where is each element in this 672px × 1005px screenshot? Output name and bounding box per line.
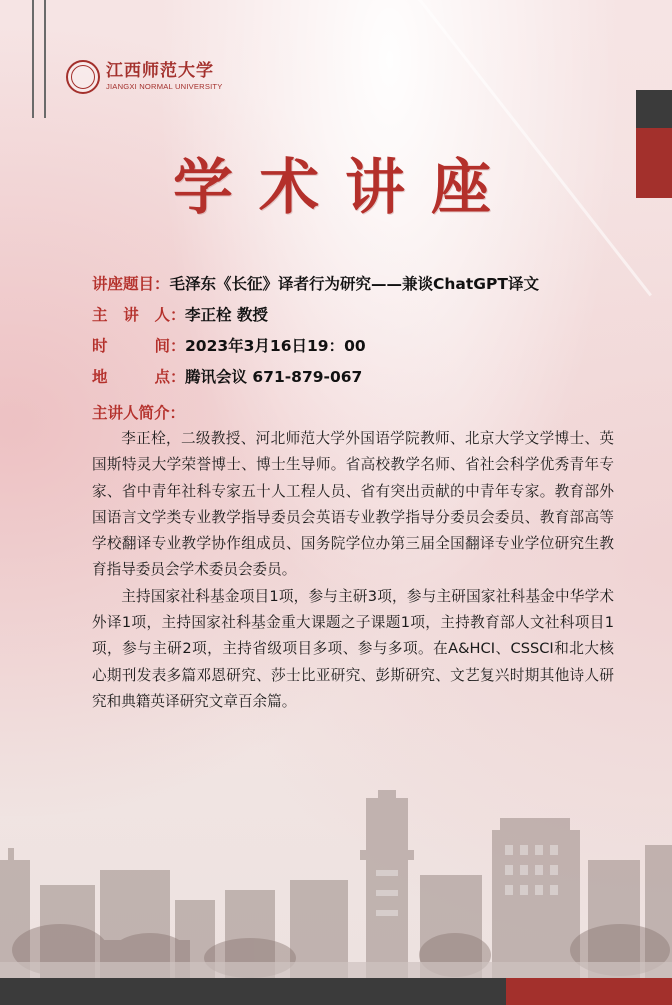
bio-paragraph-1: 李正栓，二级教授、河北师范大学外国语学院教师、北京大学文学博士、英国斯特灵大学荣誉博士、博士生导师。省高校教学名师、省社会科学优秀青年专家、省中青年社科专家五十人工程人员、省有突出贡献的中青年专家。教育部外国语言文学类专业教学指导委员会英语专业教学指导分委员会委员、教育部高等学校翻译专业教学协作组成员、国务院学位办第三届全国翻译专业学位研究生教育指导委员会学术委员会委员。 <box>92 430 614 579</box>
bottom-color-bar <box>0 978 672 1005</box>
topic-label: 讲座题目： <box>92 275 170 293</box>
university-wordmark <box>106 63 223 91</box>
lecture-info <box>92 272 612 396</box>
speaker-label: 主 讲 人 ： <box>92 306 186 324</box>
place-value: 腾讯会议 671-879-067 <box>185 368 363 386</box>
decorative-line-left <box>32 0 34 118</box>
topic-row <box>92 272 612 303</box>
right-dark-block <box>636 90 672 128</box>
place-label: 地 点 ： <box>92 368 186 386</box>
decorative-line-right <box>44 0 46 118</box>
bottom-dark-block <box>0 978 506 1005</box>
time-row <box>92 334 612 365</box>
university-seal-icon <box>66 60 100 94</box>
speaker-value: 李正栓 教授 <box>185 306 268 324</box>
poster-title: 学术讲座 <box>173 153 517 223</box>
bottom-red-block <box>506 978 672 1005</box>
place-row <box>92 365 612 396</box>
speaker-bio <box>92 426 614 715</box>
bio-paragraph-2: 主持国家社科基金项目1项，参与主研3项，参与主研国家社科基金中华学术外译1项，主持国家社科基金重大课题之子课题1项，主持教育部人文社科项目1项，参与主研2项，主持省级项目多项、参与多项。在A&HCI、CSSCI和北大核心期刊发表多篇邓恩研究、莎士比亚研究、彭斯研究、文艺复兴时期其他诗人研究和典籍英译研究文章百余篇。 <box>92 587 614 710</box>
campus-skyline-illustration <box>0 790 672 980</box>
speaker-row <box>92 303 612 334</box>
university-logo <box>66 58 223 96</box>
university-name-cn: 江西师范大学 <box>106 61 214 82</box>
university-name-en: JIANGXI NORMAL UNIVERSITY <box>106 82 223 92</box>
time-value: 2023年3月16日19：00 <box>185 337 366 355</box>
speaker-intro-label: 主讲人简介： <box>92 404 186 422</box>
topic-value: 毛泽东《长征》译者行为研究——兼谈ChatGPT译文 <box>169 275 539 293</box>
time-label: 时 间 ： <box>92 337 186 355</box>
